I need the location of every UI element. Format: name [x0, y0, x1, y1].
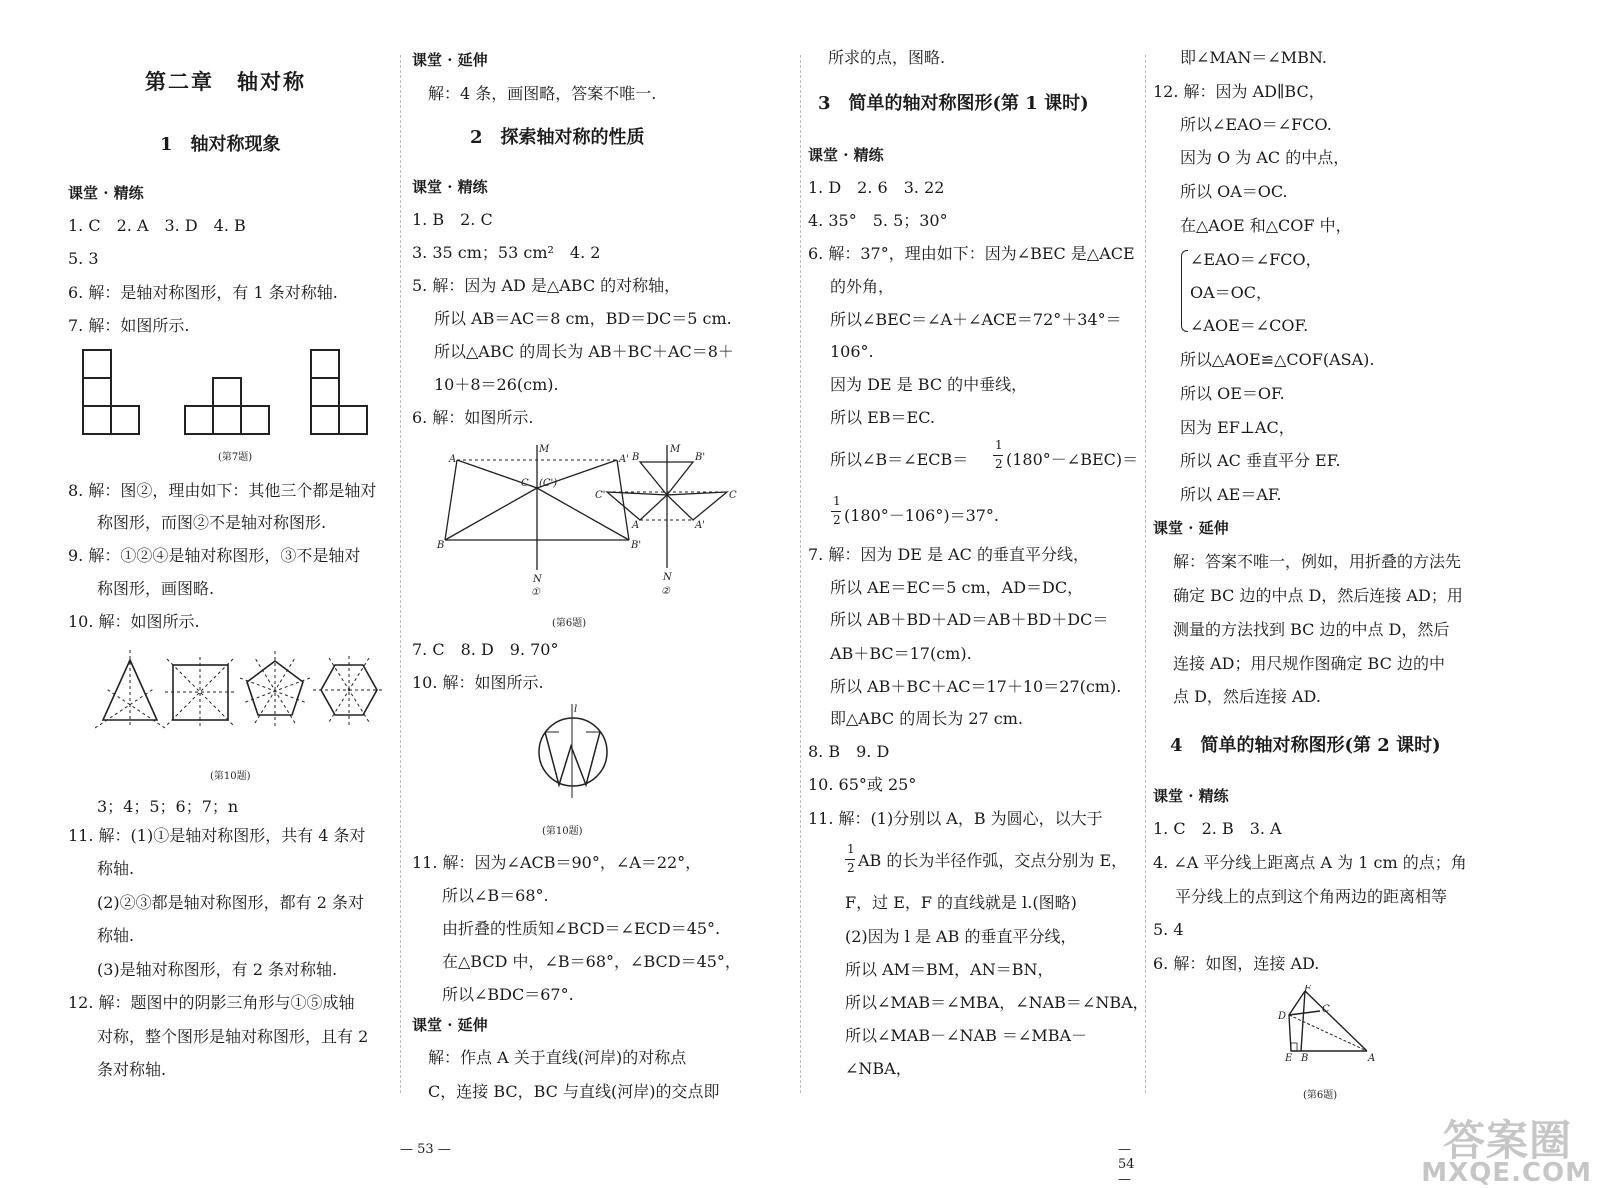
answer-line: (3)是轴对称图形，有 2 条对称轴.: [97, 960, 338, 979]
answer-line: 5. 3: [68, 249, 99, 268]
answer-line: 解：4 条，画图略，答案不唯一.: [428, 84, 657, 103]
answer-line: ∠EAO＝∠FCO，: [1190, 250, 1322, 269]
column-2: [400, 0, 800, 1188]
answer-line: (2)因为 l 是 AB 的垂直平分线，: [845, 927, 1077, 946]
answer-line: 所以 AC 垂直平分 EF.: [1180, 451, 1341, 470]
fig-label: A': [695, 520, 705, 531]
answer-line: 因为 DE 是 BC 的中垂线，: [830, 375, 1028, 394]
fig-label: B': [695, 452, 706, 463]
figure-q6b-labels: [1275, 985, 1385, 1065]
fig-label: A': [619, 454, 629, 465]
answer-line: 在△BCD 中，∠B＝68°，∠BCD＝45°，: [442, 952, 741, 971]
system-brace: [1181, 250, 1188, 332]
answer-line: 所以 AE＝AF.: [1180, 485, 1282, 504]
answer-line: 12. 解：题图中的阴影三角形与①⑤成轴: [68, 993, 355, 1012]
fraction-den: 2: [833, 513, 841, 527]
section-title: 1 轴对称现象: [160, 134, 281, 155]
subsection-title: 课堂 · 延伸: [412, 1016, 488, 1034]
answer-line: 10. 解：如图所示.: [412, 673, 544, 692]
figure-q10b: [528, 700, 618, 805]
answer-line: 所以 OA＝OC.: [1180, 182, 1288, 201]
answer-line: 所以∠BEC＝∠A＋∠ACE＝72°＋34°＝: [830, 310, 1122, 329]
answer-line: 12. 解：因为 AD∥BC，: [1153, 82, 1325, 101]
answer-line: 10＋8＝26(cm).: [434, 375, 559, 394]
answer-line: 因为 O 为 AC 的中点，: [1180, 148, 1350, 167]
fig-label: ②: [661, 586, 670, 597]
subsection-title: 课堂 · 精练: [68, 184, 144, 202]
answer-line: 10. 解：如图所示.: [68, 612, 200, 631]
answer-line: 称图形，而图②不是轴对称图形.: [97, 513, 327, 532]
figure-caption: (第7题): [218, 452, 253, 463]
answer-line: 7. 解：因为 DE 是 AC 的垂直平分线，: [808, 545, 1090, 564]
subsection-title: 课堂 · 精练: [412, 178, 488, 196]
answer-line: 即∠MAN＝∠MBN.: [1180, 48, 1327, 67]
fraction-num: 1: [995, 438, 1003, 452]
answer-line: 即△ABC 的周长为 27 cm.: [830, 709, 1023, 728]
answer-line: 由折叠的性质知∠BCD＝∠ECD＝45°.: [442, 919, 721, 938]
answer-line: 所以 AB＝AC＝8 cm，BD＝DC＝5 cm.: [434, 309, 732, 328]
answer-line: 7. C 8. D 9. 70°: [412, 640, 559, 659]
fraction-bar: [845, 859, 855, 860]
answer-line: 4. ∠A 平分线上距离点 A 为 1 cm 的点；角: [1153, 853, 1467, 872]
answer-line: 所以 AM＝BM，AN＝BN，: [845, 960, 1054, 979]
subsection-title: 课堂 · 精练: [808, 146, 884, 164]
answer-line: 连接 AD；用尺规作图确定 BC 边的中: [1173, 654, 1445, 673]
subsection-title: 课堂 · 精练: [1153, 787, 1229, 805]
answer-line: 所求的点，图略.: [828, 48, 946, 67]
fraction-num: 1: [847, 842, 855, 856]
answer-line: 称图形，画图略.: [97, 579, 215, 598]
column-3: [800, 0, 1149, 1188]
figure-q6-labels: [435, 440, 755, 600]
fraction-bar: [831, 511, 841, 512]
answer-line: 的外角，: [830, 277, 895, 296]
fig-label: M: [539, 444, 550, 455]
answer-line: ∠NBA，: [845, 1059, 912, 1078]
fig-label: ①: [531, 587, 540, 598]
answer-line: 所以△ABC 的周长为 AB＋BC＋AC＝8＋: [434, 342, 734, 361]
answer-line: 10. 65°或 25°: [808, 775, 917, 794]
section-title: 3 简单的轴对称图形(第 1 课时): [818, 93, 1089, 114]
answer-line: (2)②③都是轴对称图形，都有 2 条对: [97, 893, 365, 912]
fig-label: B: [437, 540, 445, 551]
fig-label: A: [632, 520, 640, 531]
answer-line: 6. 解：37°，理由如下：因为∠BEC 是△ACE: [808, 244, 1135, 263]
answer-line: 3. 35 cm；53 cm² 4. 2: [412, 243, 601, 262]
answer-line: AB＋BC＝17(cm).: [830, 644, 972, 663]
answer-line: 所以∠BDC＝67°.: [442, 985, 574, 1004]
fig-label: F: [1304, 985, 1311, 995]
answer-line: 所以 OE＝OF.: [1180, 384, 1285, 403]
figure-caption: (第10题): [210, 771, 251, 782]
answer-line: 点 D，然后连接 AD.: [1173, 687, 1321, 706]
answer-line: 因为 EF⊥AC，: [1180, 418, 1295, 437]
answer-line: 平分线上的点到这个角两边的距离相等: [1175, 887, 1448, 906]
answer-line: 解：作点 A 关于直线(河岸)的对称点: [428, 1048, 687, 1067]
answer-line: 5. 解：因为 AD 是△ABC 的对称轴，: [412, 276, 681, 295]
fig-label: A: [449, 454, 457, 465]
page-number: — 54 —: [1118, 1142, 1135, 1187]
answer-line: 条对称轴.: [97, 1060, 167, 1079]
answer-line: OA＝OC，: [1190, 283, 1273, 302]
answer-line: 6. 解：如图，连接 AD.: [1153, 954, 1320, 973]
fig-label: C': [595, 490, 606, 501]
fraction-bar: [993, 455, 1003, 456]
answer-line: 11. 解：(1)①是轴对称图形，共有 4 条对: [68, 826, 366, 845]
answer-line: 3；4；5；6；7；n: [97, 797, 239, 816]
section-title: 2 探索轴对称的性质: [470, 127, 645, 148]
answer-line: 1. D 2. 6 3. 22: [808, 178, 945, 197]
answer-line: 8. B 9. D: [808, 742, 890, 761]
section-title: 4 简单的轴对称图形(第 2 课时): [1170, 735, 1441, 756]
watermark-url: MXQE.COM: [1421, 1158, 1592, 1188]
answer-line: 5. 4: [1153, 920, 1184, 939]
fig-label: C: [1322, 1004, 1330, 1015]
fraction-num: 1: [833, 494, 841, 508]
fig-label: N: [533, 574, 542, 585]
answer-line: 9. 解：①②④是轴对称图形，③不是轴对: [68, 546, 361, 565]
figure-q10: [95, 648, 395, 738]
fig-label: E: [1285, 1053, 1293, 1064]
answer-line: 所以 EB＝EC.: [830, 408, 935, 427]
fraction-den: 2: [847, 861, 855, 875]
fig-label: A: [1368, 1053, 1376, 1064]
answer-line: 确定 BC 边的中点 D，然后连接 AD；用: [1173, 586, 1463, 605]
answer-line: F，过 E，F 的直线就是 l.(图略): [845, 893, 1077, 912]
fig-label: B: [1301, 1053, 1309, 1064]
figure-caption: (第6题): [1303, 1090, 1338, 1101]
answer-line: 6. 解：是轴对称图形，有 1 条对称轴.: [68, 283, 338, 302]
watermark: [1405, 1106, 1600, 1188]
answer-line: 称轴.: [97, 859, 135, 878]
fig-label: B: [632, 452, 640, 463]
column-1: [0, 0, 400, 1188]
figure-caption: (第6题): [552, 618, 587, 629]
answer-line: (180°－106°)＝37°.: [844, 506, 1000, 525]
fig-label: (C'): [539, 478, 558, 489]
answer-line: 1. C 2. B 3. A: [1153, 819, 1282, 838]
answer-line: 6. 解：如图所示.: [412, 408, 534, 427]
answer-line: 所以△AOE≌△COF(ASA).: [1180, 350, 1375, 369]
answer-line: 所以∠B＝68°.: [442, 886, 549, 905]
fig-label: B': [631, 540, 642, 551]
watermark-logo: 答案圈: [1442, 1116, 1572, 1165]
subsection-title: 课堂 · 延伸: [412, 51, 488, 69]
answer-line: 106°.: [830, 342, 874, 361]
answer-line: 在△AOE 和△COF 中，: [1180, 216, 1352, 235]
answer-line: 所以 AB＋BC＋AC＝17＋10＝27(cm).: [830, 677, 1122, 696]
answer-line: 1. B 2. C: [412, 210, 493, 229]
answer-line: 所以∠B＝∠ECB＝: [830, 450, 969, 469]
fig-label: N: [663, 572, 672, 583]
answer-line: C，连接 BC，BC 与直线(河岸)的交点即: [428, 1082, 720, 1101]
fig-label: C: [729, 490, 737, 501]
fig-label: C: [521, 478, 529, 489]
answer-line: 4. 35° 5. 5；30°: [808, 211, 948, 230]
fig-label: D: [1278, 1011, 1287, 1022]
fig-label: l: [574, 704, 578, 715]
answer-line: 8. 解：图②，理由如下：其他三个都是轴对: [68, 481, 377, 500]
answer-line: 所以∠EAO＝∠FCO.: [1180, 115, 1332, 134]
answer-line: 11. 解：因为∠ACB＝90°，∠A＝22°，: [412, 853, 702, 872]
answer-line: AB 的长为半径作弧，交点分别为 E，: [858, 851, 1128, 870]
answer-line: 对称，整个图形是轴对称图形，且有 2: [97, 1027, 369, 1046]
answer-line: 称轴.: [97, 926, 135, 945]
answer-line: 所以∠MAB－∠NAB ＝∠MBA－: [845, 1026, 1088, 1045]
answer-line: ∠AOE＝∠COF.: [1190, 316, 1309, 335]
answer-line: 1. C 2. A 3. D 4. B: [68, 216, 246, 235]
answer-line: 解：答案不唯一，例如，用折叠的方法先: [1173, 552, 1462, 571]
answer-line: 所以 AE＝EC＝5 cm，AD＝DC，: [830, 578, 1084, 597]
figure-caption: (第10题): [542, 826, 583, 837]
chapter-title: 第二章 轴对称: [145, 69, 306, 94]
answer-line: 测量的方法找到 BC 边的中点 D，然后: [1173, 620, 1450, 639]
fraction-den: 2: [995, 457, 1003, 471]
page-number: — 53 —: [400, 1142, 451, 1157]
subsection-title: 课堂 · 延伸: [1153, 519, 1229, 537]
answer-line: 所以∠MAB＝∠MBA，∠NAB＝∠NBA，: [845, 993, 1149, 1012]
figure-q7: [80, 348, 390, 438]
fig-label: M: [670, 444, 681, 455]
column-4: [1145, 0, 1600, 1188]
answer-line: (180°－∠BEC)＝: [1006, 450, 1139, 469]
answer-line: 所以 AB＋BD＋AD＝AB＋BD＋DC＝: [830, 610, 1109, 629]
answer-line: 11. 解：(1)分别以 A，B 为圆心，以大于: [808, 809, 1103, 828]
answer-line: 7. 解：如图所示.: [68, 316, 190, 335]
